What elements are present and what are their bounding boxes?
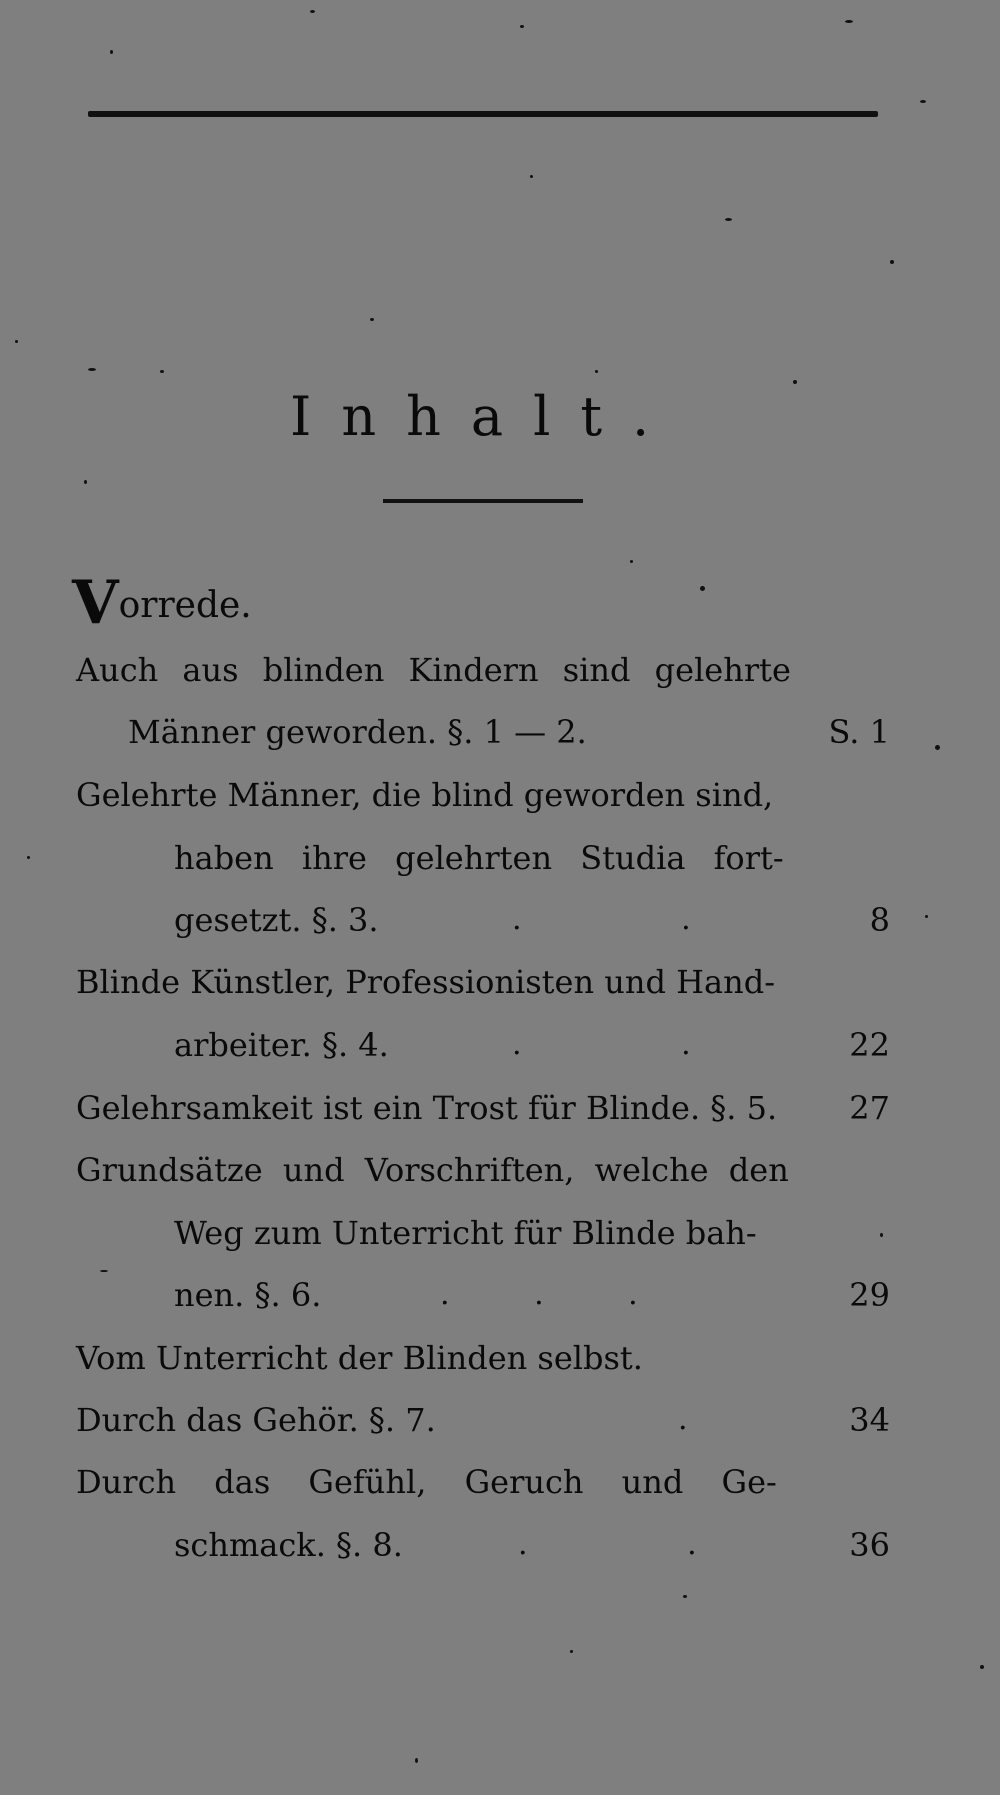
toc-entry-line: Männer geworden. §. 1 — 2. — [128, 713, 587, 751]
toc-entry-line: Gelehrte Männer, die blind geworden sind, — [76, 776, 774, 814]
scan-speck — [530, 175, 533, 178]
scan-speck — [160, 370, 164, 373]
toc-entry-line: Grundsätze und Vorschriften, welche den — [76, 1151, 789, 1189]
toc-page-number: 36 — [849, 1526, 890, 1564]
scan-speck — [110, 50, 113, 54]
toc-page-number: 27 — [849, 1089, 890, 1127]
scan-speck — [935, 745, 940, 750]
scan-speck — [793, 380, 797, 384]
scan-speck — [920, 100, 926, 103]
toc-entry-line: gesetzt. §. 3. — [174, 901, 379, 939]
toc-page-number: 29 — [849, 1276, 890, 1314]
toc-entry-line: Auch aus blinden Kindern sind gelehrte — [76, 651, 791, 689]
scan-speck — [890, 260, 894, 264]
toc-leader-dots: . . — [512, 1027, 691, 1062]
toc-entry-line: Gelehrsamkeit ist ein Trost für Blinde. §. 5. — [76, 1089, 778, 1127]
toc-page-number: 8 — [869, 901, 890, 939]
toc-subheading: Vom Unterricht der Blinden selbst. — [76, 1339, 643, 1377]
toc-entry-line: nen. §. 6. — [174, 1276, 322, 1314]
toc-entry-line: Durch das Gehör. §. 7. — [76, 1401, 436, 1439]
scan-speck — [700, 586, 705, 591]
toc-leader-dots: . . — [518, 1527, 697, 1562]
scan-speck — [370, 318, 374, 321]
toc-entry-line: schmack. §. 8. — [174, 1526, 403, 1564]
scan-speck — [980, 1665, 984, 1669]
scan-speck — [84, 480, 87, 484]
toc-page-number: S. 1 — [828, 713, 890, 751]
scan-speck — [880, 1233, 883, 1237]
toc-leader-dots: . . . — [440, 1277, 638, 1312]
toc-leader-dots: . — [678, 1402, 688, 1437]
toc-entry-line: Durch das Gefühl, Geruch und Ge- — [76, 1463, 777, 1501]
scan-speck — [595, 370, 598, 373]
scan-speck — [570, 1650, 573, 1653]
page-title: Inhalt. — [290, 385, 680, 448]
toc-entry-line: haben ihre gelehrten Studia fort- — [174, 839, 784, 877]
scan-speck — [415, 1758, 418, 1763]
toc-leader-dots: . . — [512, 902, 691, 937]
section-initial: V — [72, 568, 119, 638]
scan-speck — [88, 368, 96, 371]
toc-page-number: 22 — [849, 1026, 890, 1064]
scan-speck — [100, 1270, 108, 1272]
scan-speck — [925, 915, 928, 918]
scan-speck — [520, 25, 524, 28]
scan-speck — [27, 856, 30, 859]
toc-entry-line: Weg zum Unterricht für Blinde bah- — [174, 1214, 757, 1252]
scan-speck — [15, 340, 18, 343]
scan-speck — [683, 1595, 687, 1598]
scan-speck — [310, 10, 315, 13]
scan-speck — [630, 560, 633, 563]
toc-entry-line: arbeiter. §. 4. — [174, 1026, 389, 1064]
section-heading-rest: orrede. — [118, 585, 252, 626]
toc-page-number: 34 — [849, 1401, 890, 1439]
scan-speck — [725, 218, 732, 221]
scan-speck — [845, 20, 853, 23]
toc-entry-line: Blinde Künstler, Professionisten und Hand- — [76, 963, 776, 1001]
